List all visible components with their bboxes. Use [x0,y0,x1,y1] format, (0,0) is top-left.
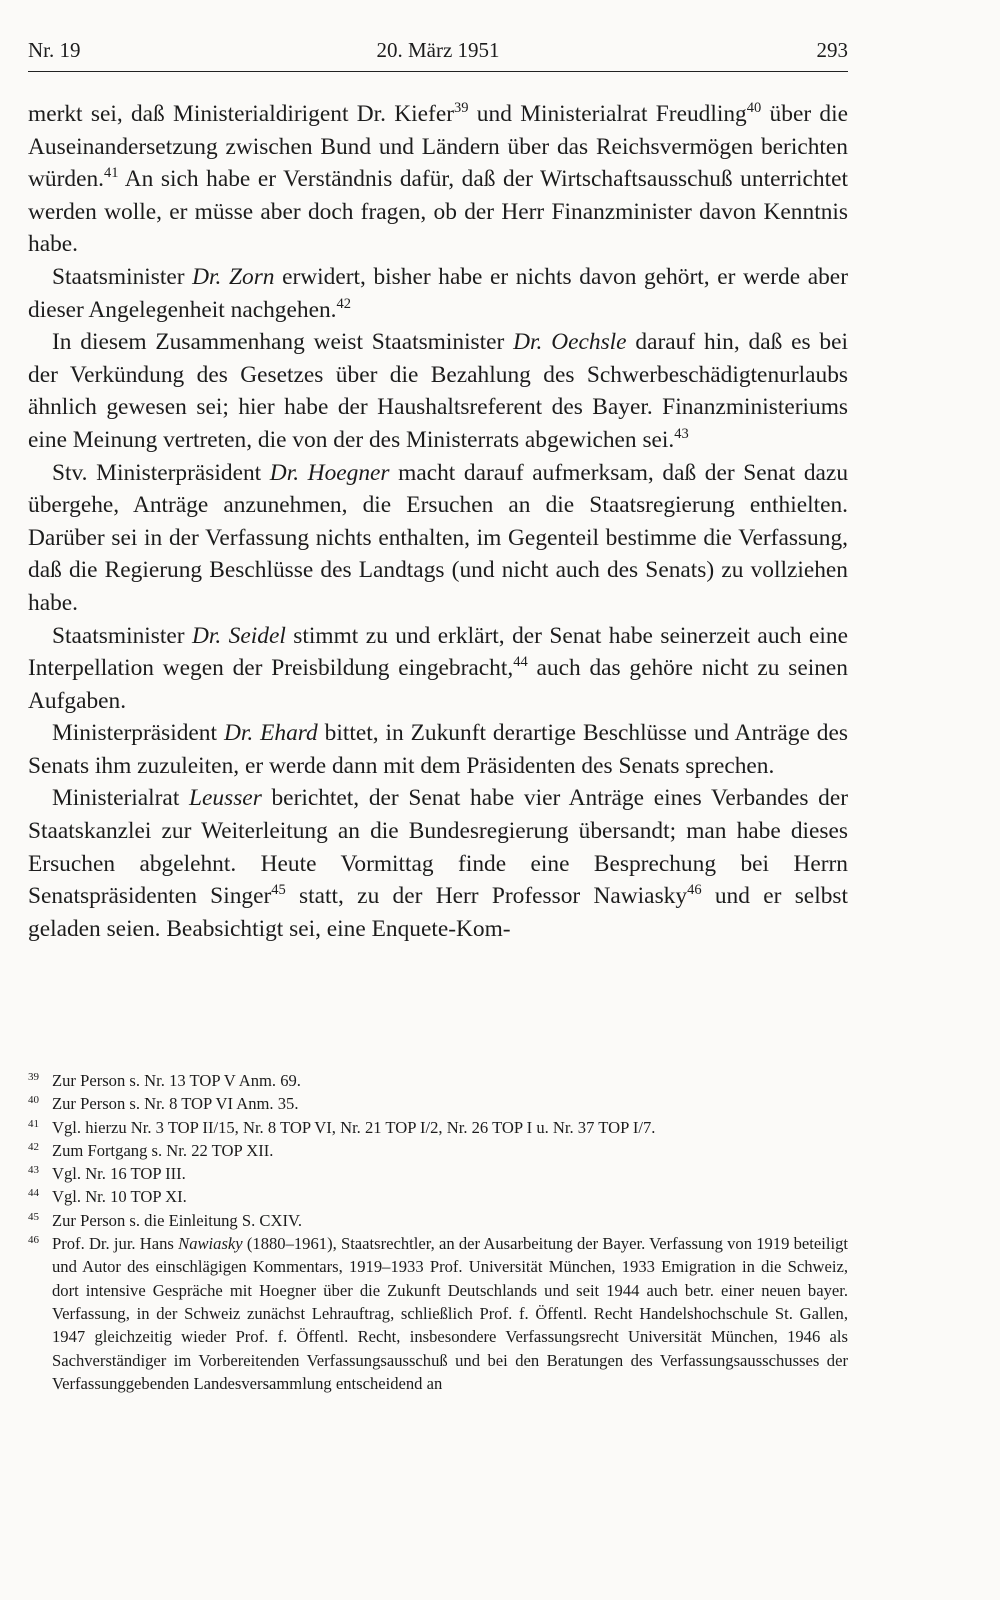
footnote-number: 42 [28,1140,39,1153]
footnote-text [52,1232,848,1395]
text-run: darauf hin, daß es bei der Verkündung des Gesetzes über die Bezahlung des Schwerbeschädigtenurlaubs ähnlich gewesen sei; hier habe der Haushaltsreferent des Bayer. Finanzministeriums eine Meinung vertreten, die von der des Ministerrats abgewichen sei. [28,329,848,453]
footnote-number: 45 [28,1210,39,1223]
footnote [28,1209,848,1232]
footnote [28,1116,848,1139]
paragraph [28,98,848,261]
person-name: Leusser [189,785,262,812]
text-run: Staatsminister [52,622,192,649]
footnote-text [52,1162,848,1185]
session-date: 20. März 1951 [376,38,500,62]
paragraph [28,261,848,326]
text-run: Prof. Dr. jur. Hans [52,1234,179,1254]
text-run: Stv. Ministerpräsident [52,459,270,486]
footnote-marker: 39 [454,100,469,117]
text-run: erwidert, bisher habe er nichts davon gehört, er werde aber dieser Angelegenheit nachgehen. [28,263,848,323]
footnote-text [52,1139,848,1162]
text-run: stimmt zu und erklärt, der Senat habe seinerzeit auch eine Interpellation wegen der Preisbildung eingebracht, [28,622,848,682]
text-run: Vgl. Nr. 16 TOP III. [52,1164,186,1184]
text-run: Zur Person s. die Einleitung S. CXIV. [52,1210,302,1230]
footnotes [28,1069,848,1395]
footnote-marker: 45 [271,882,286,899]
text-run: und Ministerialrat Freudling [468,101,747,127]
footnote-text [52,1092,848,1115]
text-run: und er selbst geladen seien. Beabsichtigt sei, eine Enquete-Kom- [28,883,848,942]
footnote-number: 43 [28,1164,39,1177]
footnote-marker: 40 [746,100,762,117]
footnote-text [52,1209,848,1232]
footnote-number: 40 [28,1094,39,1107]
header-rule [28,71,848,72]
text-run: Vgl. Nr. 10 TOP XI. [52,1187,187,1207]
text-run: merkt sei, daß Ministerialdirigent Dr. Kiefer [28,101,455,127]
footnote-number: 44 [28,1187,39,1200]
footnote-marker: 43 [674,426,689,443]
page-number: 293 [816,38,848,62]
footnote [28,1139,848,1162]
text-run: auch das gehöre nicht zu seinen Aufgaben. [28,655,848,714]
footnote [28,1162,848,1185]
person-name: Nawiasky [178,1234,243,1254]
footnote-marker: 42 [336,295,351,312]
text-run: An sich habe er Verständnis dafür, daß der Wirtschaftsausschuß unterrichtet werden wolle, er müsse aber doch fragen, ob der Herr Finanzminister davon Kenntnis habe. [28,166,848,258]
text-run: Vgl. hierzu Nr. 3 TOP II/15, Nr. 8 TOP VI, Nr. 21 TOP I/2, Nr. 26 TOP I u. Nr. 37 TOP I/7. [52,1117,656,1137]
running-header [28,38,848,70]
person-name: Dr. Seidel [191,622,286,649]
footnote-marker: 41 [104,165,119,182]
text-run: Zur Person s. Nr. 8 TOP VI Anm. 35. [52,1094,299,1114]
person-name: Dr. Oechsle [513,329,627,356]
paragraph [28,326,848,456]
text-run: (1880–1961), Staatsrechtler, an der Ausarbeitung der Bayer. Verfassung von 1919 beteiligt und Autor des einschlägigen Kommentars, 1919–1933 Prof. Universität München, 1933 Emigration in die Schweiz, dort intensive Gespräche mit Hoegner über die Zukunft Deutschlands und seit 1944 auch betr. einer neuen bayer. Verfassung, in der Schweiz zunächst Lehrauftrag, schließlich Prof. f. Öffentl. Recht Handelshochschule St. Gallen, 1947 gleichzeitig wieder Prof. f. Öffentl. Recht, insbesondere Verfassungsrecht Universität München, 1946 als Sachverständiger im Vorbereitenden Verfassungsausschuß und bei den Beratungen des Verfassungsausschusses der Verfassunggebenden Landesversammlung entscheidend an [52,1234,848,1393]
paragraph [28,457,848,620]
paragraph [28,782,848,945]
footnote-text [52,1069,848,1092]
footnote-marker: 44 [513,654,528,671]
footnote [28,1092,848,1115]
footnote [28,1232,848,1395]
text-run: In diesem Zusammenhang weist Staatsminister [52,329,514,356]
text-run: berichtet, der Senat habe vier Anträge eines Verbandes der Staatskanzlei zur Weiterleitung an die Bundesregierung übersandt; man habe dieses Ersuchen abgelehnt. Heute Vormittag finde eine Besprechung bei Herrn Senatspräsidenten Singer [28,785,848,910]
footnote-text [52,1116,848,1139]
main-text [28,98,848,945]
text-run: statt, zu der Herr Professor Nawiasky [285,883,688,910]
person-name: Dr. Ehard [223,720,318,747]
footnote [28,1185,848,1208]
text-run: Zur Person s. Nr. 13 TOP V Anm. 69. [52,1071,301,1090]
footnote-text [52,1185,848,1208]
document-page [28,0,848,1600]
paragraph [28,620,848,718]
text-run: Ministerpräsident [52,720,224,747]
text-run: macht darauf aufmerksam, daß der Senat dazu übergehe, Anträge anzunehmen, die Ersuchen an die Staatsregierung enthielten. Darüber sei in der Verfassung nichts enthalten, im Gegenteil bestimme die Verfassung, daß die Regierung Beschlüsse des Landtags (und nicht auch des Senats) zu vollziehen habe. [28,459,849,616]
paragraph [28,717,848,782]
footnote [28,1069,848,1092]
text-run: Zum Fortgang s. Nr. 22 TOP XII. [52,1140,274,1160]
footnote-number: 41 [28,1117,39,1130]
text-run: Ministerialrat [52,785,190,812]
text-run: über die Auseinandersetzung zwischen Bund und Ländern über das Reichsvermögen berichten würden. [28,101,848,193]
person-name: Dr. Zorn [192,263,275,290]
text-run: bittet, in Zukunft derartige Beschlüsse und Anträge des Senats ihm zuzuleiten, er werde dann mit dem Präsidenten des Senats sprechen. [28,720,848,779]
footnote-number: 46 [28,1234,39,1247]
document-number: Nr. 19 [28,38,81,62]
person-name: Dr. Hoegner [269,459,390,486]
footnote-number: 39 [28,1071,39,1083]
footnote-marker: 46 [687,882,702,899]
text-run: Staatsminister [52,263,193,290]
